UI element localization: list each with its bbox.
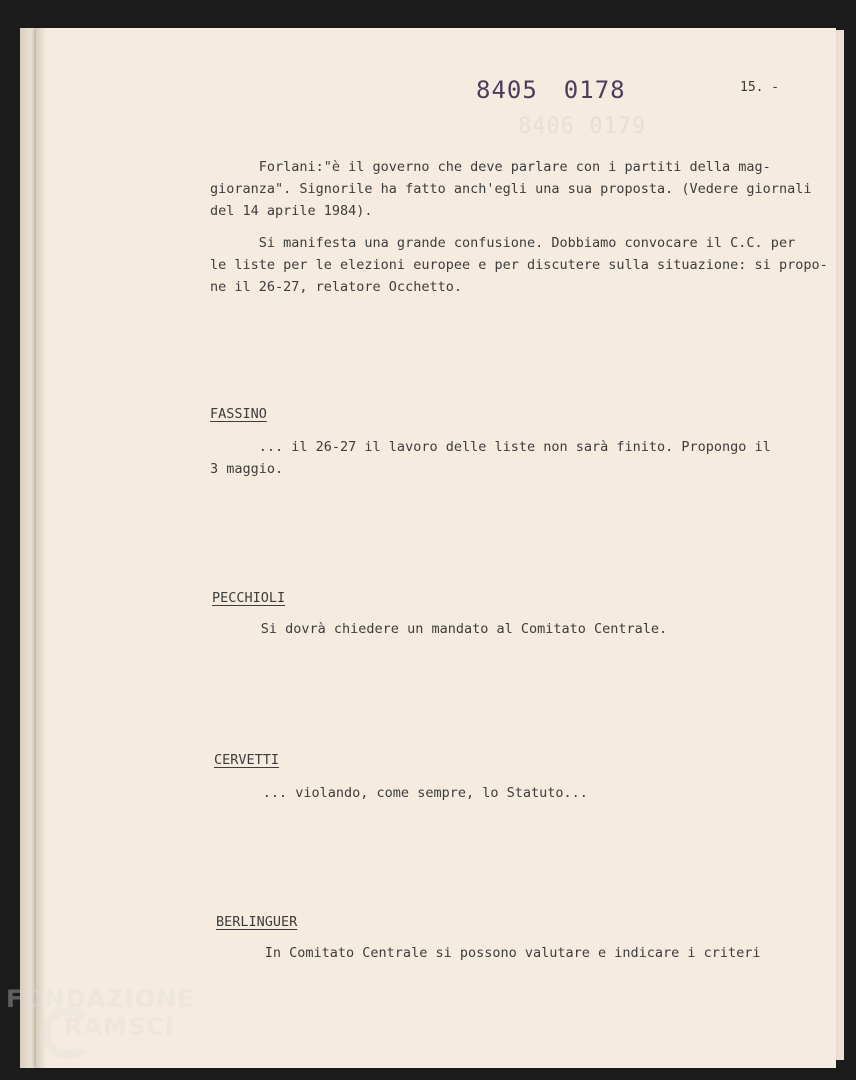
document-page	[36, 28, 836, 1068]
stamp-right-number: 0178	[563, 76, 626, 104]
speaker-cervetti: CERVETTI	[214, 752, 280, 768]
speaker-berlinguer: BERLINGUER	[216, 914, 298, 930]
page-number: 15. -	[740, 80, 780, 95]
speaker-pecchioli: PECCHIOLI	[212, 590, 286, 606]
watermark-g-logo-icon	[42, 1007, 94, 1059]
watermark-line-2: RAMSCI	[64, 1013, 175, 1041]
paragraph-forlani: Forlani:"è il governo che deve parlare con i partiti della mag- gioranza". Signorile ha fatto anch'egli una sua proposta. (Vedere giornali del 14 aprile 1984).	[210, 159, 812, 219]
watermark-line-1: FONDAZIONE	[6, 985, 195, 1013]
speech-cervetti: ... violando, come sempre, lo Statuto...	[214, 785, 588, 801]
speaker-fassino: FASSINO	[210, 406, 267, 422]
speech-berlinguer: In Comitato Centrale si possono valutare e indicare i criteri	[216, 945, 761, 961]
stamp-left-number: 8405	[476, 76, 538, 104]
page-fold-shadow	[36, 28, 46, 1068]
bleed-through-stamp: 8406 0179	[518, 114, 647, 139]
speech-pecchioli: Si dovrà chiedere un mandato al Comitato Centrale.	[212, 621, 668, 637]
archive-stamp	[476, 76, 626, 104]
paragraph-confusione: Si manifesta una grande confusione. Dobbiamo convocare il C.C. per le liste per le elezioni europee e per discutere sulla situazione: si propo- ne il 26-27, relatore Occhetto.	[210, 235, 828, 295]
speech-fassino: ... il 26-27 il lavoro delle liste non sarà finito. Propongo il 3 maggio.	[210, 439, 771, 477]
fondazione-gramsci-watermark	[6, 985, 195, 1041]
